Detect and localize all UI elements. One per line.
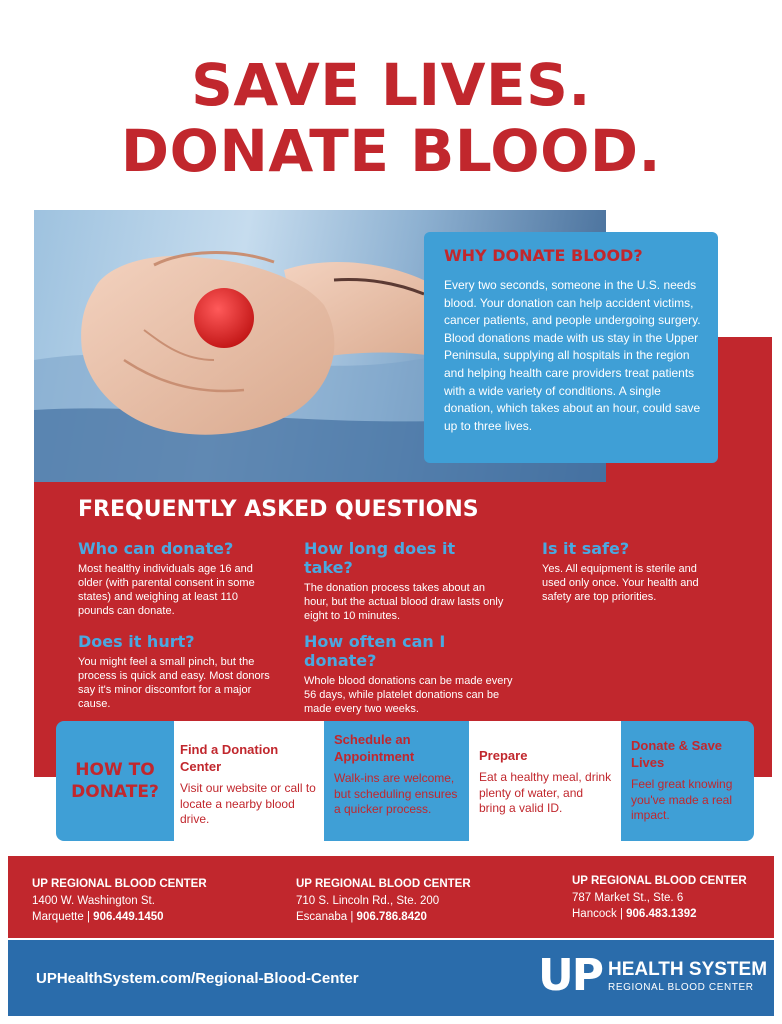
- location-hancock: UP REGIONAL BLOOD CENTER 787 Market St., Ste. 6 Hancock | 906.483.1392: [572, 875, 747, 920]
- faq-answer: Yes. All equipment is sterile and used only once. Your health and safety are top priorities.: [542, 563, 699, 603]
- faq-answer: Most healthy individuals age 16 and older (with parental consent in some states) and weighing at least 110 pounds can donate.: [78, 563, 255, 617]
- step-text: Feel great knowing you've made a real impact.: [631, 777, 733, 822]
- step-title: Schedule an Appointment: [334, 732, 415, 764]
- faq-item: [542, 539, 722, 604]
- how-to-donate-label: [56, 721, 174, 841]
- faq-title: FREQUENTLY ASKED QUESTIONS: [78, 497, 479, 522]
- headline: [0, 52, 782, 184]
- faq-question: How often can I donate?: [304, 632, 446, 670]
- faq-item: [304, 632, 514, 716]
- logo-health-system-text: HEALTH SYSTEM: [608, 959, 768, 980]
- how-to-label-line-1: HOW TO: [75, 760, 155, 780]
- faq-question: Is it safe?: [542, 539, 630, 558]
- location-city: Escanaba: [296, 911, 348, 923]
- faq-item: [304, 539, 504, 623]
- step-text: Visit our website or call to locate a nearby blood drive.: [180, 781, 316, 826]
- location-escanaba: UP REGIONAL BLOOD CENTER 710 S. Lincoln Rd., Ste. 200 Escanaba | 906.786.8420: [296, 878, 471, 923]
- location-marquette: UP REGIONAL BLOOD CENTER 1400 W. Washington St. Marquette | 906.449.1450: [32, 878, 207, 923]
- headline-line-2: DONATE BLOOD.: [120, 117, 662, 185]
- step-prepare: [469, 721, 621, 841]
- why-donate-title: WHY DONATE BLOOD?: [444, 246, 643, 265]
- why-donate-box: [424, 232, 718, 463]
- location-city: Hancock: [572, 908, 617, 920]
- location-street: 1400 W. Washington St.: [32, 894, 155, 907]
- faq-question: How long does it take?: [304, 539, 456, 577]
- step-title: Find a Donation Center: [180, 742, 279, 774]
- headline-line-1: SAVE LIVES.: [191, 51, 591, 119]
- step-text: Eat a healthy meal, drink plenty of water, and bring a valid ID.: [479, 770, 612, 815]
- faq-item: [78, 632, 274, 711]
- step-find-center: [174, 721, 324, 841]
- faq-answer: Whole blood donations can be made every 56 days, while platelet donations can be made every two weeks.: [304, 675, 513, 715]
- location-name: UP REGIONAL BLOOD CENTER: [32, 878, 207, 890]
- up-logo-mark: UP: [538, 950, 602, 1001]
- location-street: 710 S. Lincoln Rd., Ste. 200: [296, 894, 440, 907]
- step-title: Prepare: [479, 748, 528, 763]
- faq-question: Does it hurt?: [78, 632, 195, 651]
- faq-item: [78, 539, 274, 618]
- up-health-system-logo: [538, 950, 768, 1004]
- faq-answer: The donation process takes about an hour, but the actual blood draw lasts only eight to 10 minutes.: [304, 582, 504, 622]
- location-phone[interactable]: 906.483.1392: [626, 908, 697, 920]
- step-schedule: [324, 721, 469, 841]
- how-to-label-line-2: DONATE?: [71, 782, 159, 802]
- faq-question: Who can donate?: [78, 539, 234, 558]
- website-link[interactable]: UPHealthSystem.com/Regional-Blood-Center: [36, 970, 359, 987]
- step-text: Walk-ins are welcome, but scheduling ensures a quicker process.: [334, 771, 458, 816]
- logo-regional-blood-center-text: REGIONAL BLOOD CENTER: [608, 982, 754, 993]
- faq-answer: You might feel a small pinch, but the process is quick and easy. Most donors say it's minor discomfort for a major cause.: [78, 656, 270, 710]
- location-street: 787 Market St., Ste. 6: [572, 891, 684, 904]
- location-name: UP REGIONAL BLOOD CENTER: [296, 878, 471, 890]
- step-title: Donate & Save Lives: [631, 738, 723, 770]
- why-donate-body: Every two seconds, someone in the U.S. needs blood. Your donation can help accident victims, cancer patients, and people undergoing surgery. Blood donations made with us stay in the Upper Peninsula, supplying all hospitals in the region and helping health care providers treat patients with a wide variety of conditions. A single donation, which takes about an hour, could save up to three lives.: [444, 278, 701, 433]
- location-name: UP REGIONAL BLOOD CENTER: [572, 875, 747, 887]
- location-city: Marquette: [32, 911, 84, 923]
- location-phone[interactable]: 906.449.1450: [93, 911, 164, 923]
- location-phone[interactable]: 906.786.8420: [356, 911, 427, 923]
- step-donate: [621, 721, 754, 841]
